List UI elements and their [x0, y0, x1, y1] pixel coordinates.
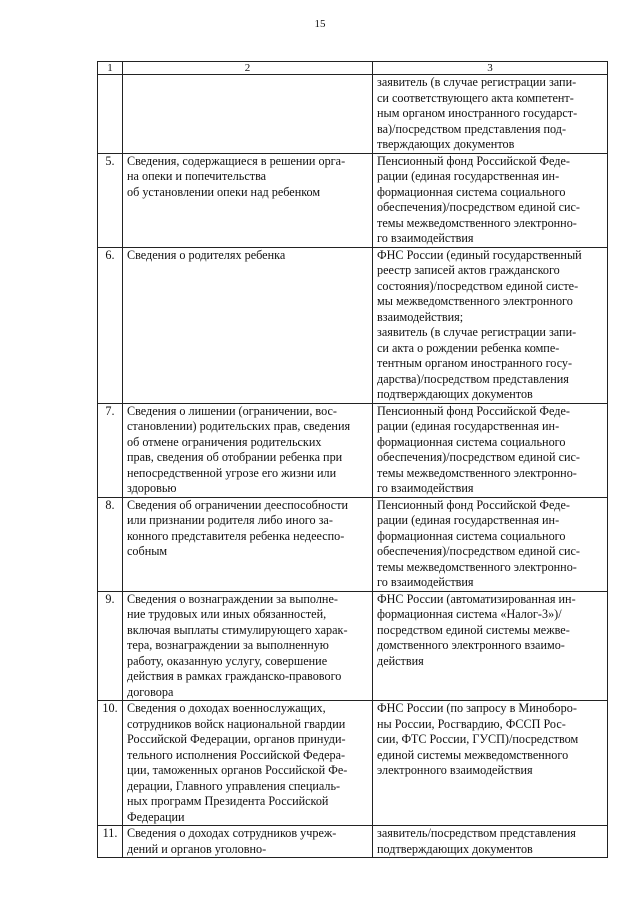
- text-line: Сведения об ограничении дееспособности: [127, 497, 349, 512]
- text-line: реестр записей актов гражданского: [377, 263, 560, 277]
- text-line: сотрудников войск национальной гвардии: [127, 716, 346, 731]
- table-row: [98, 497, 608, 591]
- text-line: Сведения о вознаграждении за выполне-: [127, 591, 338, 606]
- table-row: [98, 247, 608, 403]
- text-line: обеспечения)/посредством единой сис-: [377, 200, 580, 214]
- information-cell: [123, 75, 373, 154]
- text-line: ны России, Росгвардию, ФССП Рос-: [377, 716, 566, 731]
- column-header-number: 1: [98, 62, 123, 75]
- text-line: единой системы межведомственного: [377, 747, 569, 762]
- text-line: формационная система социального: [377, 184, 566, 199]
- text-line: действия: [377, 653, 424, 668]
- text-line: сии, ФТС России, ГУСП)/посредством: [377, 732, 579, 746]
- text-line: ние трудовых или иных обязанностей,: [127, 607, 327, 621]
- text-line: Пенсионный фонд Российской Феде-: [377, 403, 570, 418]
- text-line: здоровью: [127, 481, 177, 495]
- text-line: Пенсионный фонд Российской Феде-: [377, 153, 570, 168]
- text-line: ФНС России (по запросу в Минобоpo-: [377, 701, 577, 715]
- text-line: дений и органов уголовно-: [127, 841, 267, 856]
- text-line: темы межведомственного электронно-: [377, 559, 577, 574]
- text-line: обеспечения)/посредством единой сис-: [377, 544, 580, 558]
- text-line: тельного исполнения Российской Федера-: [127, 747, 346, 762]
- table-header-row: [98, 62, 608, 75]
- text-line: мы межведомственного электронного: [377, 294, 573, 308]
- text-line: включая выплаты стимулирующего харак-: [127, 622, 348, 637]
- text-line: темы межведомственного электронно-: [377, 465, 577, 480]
- text-line: дарства)/посредством представления: [377, 371, 569, 386]
- text-line: ных программ Президента Российской: [127, 794, 329, 808]
- text-line: ным органом иностранного государст-: [377, 106, 578, 120]
- documents-table: [97, 61, 608, 858]
- table-row: [98, 701, 608, 826]
- text-line: подтверждающих документов: [377, 387, 533, 401]
- text-line: формационная система «Налог-3»)/: [377, 607, 562, 621]
- text-line: состояния)/посредством единой систе-: [377, 278, 579, 293]
- text-line: рации (единая государственная ин-: [377, 513, 560, 527]
- text-line: подтверждающих документов: [377, 841, 533, 856]
- information-cell: [123, 591, 373, 701]
- text-line: становлении) родительских прав, сведения: [127, 419, 351, 433]
- text-line: об отмене ограничения родительских: [127, 434, 322, 449]
- information-cell: [123, 826, 373, 858]
- source-cell: [373, 403, 608, 497]
- information-cell: [123, 497, 373, 591]
- text-line: собным: [127, 544, 168, 558]
- text-line: Сведения о доходах сотрудников учреж-: [127, 826, 337, 840]
- row-number: 11.: [98, 826, 123, 858]
- text-line: формационная система социального: [377, 528, 566, 543]
- text-line: заявитель (в случае регистрации запи-: [377, 75, 577, 89]
- text-line: ва)/посредством представления под-: [377, 121, 567, 136]
- text-line: прав, сведения об отобрании ребенка при: [127, 450, 343, 464]
- column-header-information: 2: [123, 62, 373, 75]
- information-cell: [123, 247, 373, 403]
- text-line: го взаимодействия: [377, 481, 474, 495]
- row-number: 8.: [98, 497, 123, 591]
- text-line: на опеки и попечительства: [127, 169, 267, 183]
- source-cell: [373, 247, 608, 403]
- text-line: Сведения о родителях ребенка: [127, 247, 286, 262]
- text-line: ции, таможенных органов Российской Фе-: [127, 763, 348, 777]
- text-line: действия в рамках гражданско-правового: [127, 669, 342, 683]
- text-line: си соответствующего акта компетент-: [377, 90, 574, 105]
- source-cell: [373, 75, 608, 154]
- text-line: рации (единая государственная ин-: [377, 169, 560, 183]
- text-line: посредством единой системы межве-: [377, 622, 570, 637]
- source-cell: [373, 497, 608, 591]
- text-line: непосредственной угрозе его жизни или: [127, 465, 337, 480]
- source-cell: [373, 591, 608, 701]
- text-line: ФНС России (автоматизированная ин-: [377, 591, 576, 606]
- table-row: [98, 826, 608, 858]
- text-line: об установлении опеки над ребенком: [127, 184, 321, 199]
- text-line: темы межведомственного электронно-: [377, 215, 577, 230]
- information-cell: [123, 153, 373, 247]
- table-row: [98, 403, 608, 497]
- table-row: [98, 153, 608, 247]
- text-line: Сведения о доходах военнослужащих,: [127, 701, 326, 715]
- row-number: 7.: [98, 403, 123, 497]
- information-cell: [123, 403, 373, 497]
- text-line: го взаимодействия: [377, 575, 474, 589]
- text-line: тверждающих документов: [377, 137, 515, 151]
- text-line: Сведения о лишении (ограничении, вос-: [127, 403, 337, 418]
- row-number: [98, 75, 123, 154]
- text-line: формационная система социального: [377, 434, 566, 449]
- text-line: заявитель/посредством представления: [377, 826, 576, 840]
- text-line: или признании родителя либо иного за-: [127, 513, 333, 527]
- source-cell: [373, 153, 608, 247]
- text-line: договора: [127, 684, 174, 699]
- source-cell: [373, 701, 608, 826]
- text-line: работу, оказанную услугу, совершение: [127, 653, 328, 668]
- information-cell: [123, 701, 373, 826]
- row-number: 9.: [98, 591, 123, 701]
- text-line: тера, вознаграждении за выполненную: [127, 638, 329, 652]
- text-line: ФНС России (единый государственный: [377, 247, 582, 262]
- row-number: 6.: [98, 247, 123, 403]
- text-line: го взаимодействия: [377, 231, 474, 245]
- table-row: [98, 75, 608, 154]
- text-line: Российской Федерации, органов принуди-: [127, 732, 346, 746]
- text-line: рации (единая государственная ин-: [377, 419, 560, 433]
- text-line: конного представителя ребенка недееспо-: [127, 528, 345, 543]
- row-number: 5.: [98, 153, 123, 247]
- text-line: Пенсионный фонд Российской Феде-: [377, 497, 570, 512]
- source-cell: [373, 826, 608, 858]
- text-line: заявитель (в случае регистрации запи-: [377, 325, 577, 339]
- table-row: [98, 591, 608, 701]
- text-line: домственного электронного взаимо-: [377, 638, 565, 652]
- row-number: 10.: [98, 701, 123, 826]
- text-line: дерации, Главного управления специаль-: [127, 778, 341, 793]
- text-line: си акта о рождении ребенка компе-: [377, 340, 560, 355]
- text-line: обеспечения)/посредством единой сис-: [377, 450, 580, 464]
- text-line: взаимодействия;: [377, 309, 464, 324]
- text-line: электронного взаимодействия: [377, 763, 533, 777]
- text-line: Федерации: [127, 809, 185, 824]
- column-header-source: 3: [373, 62, 608, 75]
- text-line: тентным органом иностранного госу-: [377, 356, 573, 370]
- text-line: Сведения, содержащиеся в решении орга-: [127, 153, 346, 168]
- page-number: 15: [314, 18, 326, 30]
